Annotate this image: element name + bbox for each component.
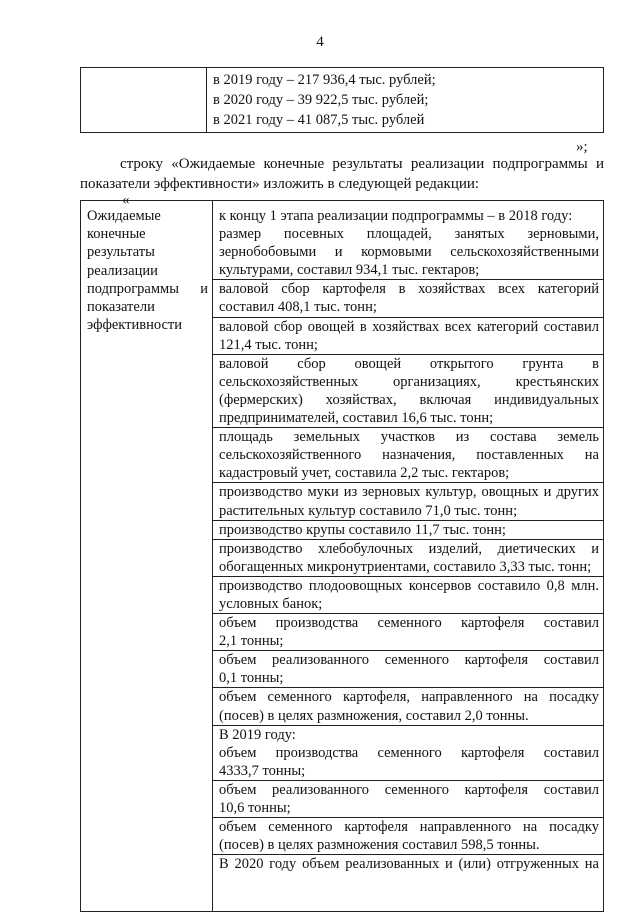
content-line: валовой сбор овощей в хозяйствах всех категорий составил bbox=[213, 317, 603, 336]
empty-label-cell bbox=[81, 68, 207, 133]
content-line: условных банок; bbox=[219, 595, 323, 612]
content-line: площадь земельных участков из состава земель bbox=[213, 427, 603, 446]
funding-table-fragment bbox=[80, 67, 604, 133]
content-line: 0,1 тонны; bbox=[219, 670, 284, 687]
content-line: зернобобовыми и кормовыми сельскохозяйственными bbox=[219, 244, 599, 261]
content-line: производство плодоовощных консервов составило 0,8 млн. bbox=[213, 576, 603, 595]
funding-line-2020: в 2020 году – 39 922,5 тыс. рублей; bbox=[213, 92, 429, 108]
content-cell bbox=[213, 201, 604, 912]
label-cell bbox=[81, 201, 213, 912]
content-line: 4333,7 тонны; bbox=[219, 762, 306, 779]
label-word: подпрограммы bbox=[87, 280, 179, 297]
closing-quote: »; bbox=[576, 139, 588, 155]
content-line: производство хлебобулочных изделий, диетических и bbox=[213, 539, 603, 558]
content-line: кадастровый учет, составила 2,2 тыс. гектаров; bbox=[219, 465, 510, 482]
content-line: 121,4 тыс. тонн; bbox=[219, 336, 318, 353]
content-line: объем производства семенного картофеля составил bbox=[213, 613, 603, 632]
label-line: реализации bbox=[87, 262, 158, 279]
content-line: 2,1 тонны; bbox=[219, 633, 284, 650]
content-line: предпринимателей, составил 16,6 тыс. тонн; bbox=[219, 410, 494, 427]
content-line: В 2019 году: bbox=[213, 725, 603, 744]
instruction-line-2: показатели эффективности» изложить в следующей редакции: bbox=[80, 176, 480, 192]
label-line: конечные bbox=[87, 226, 146, 243]
content-line: производство муки из зерновых культур, овощных и других bbox=[213, 482, 603, 501]
label-line: результаты bbox=[87, 244, 155, 261]
content-line: культурами, составил 934,1 тыс. гектаров; bbox=[219, 262, 480, 279]
content-line: обогащенных микронутриентами, составило 3,33 тыс. тонн; bbox=[219, 558, 592, 575]
content-line: (посев) в целях размножения составил 598,5 тонны. bbox=[219, 837, 540, 854]
label-line: Ожидаемые bbox=[87, 208, 161, 224]
content-line: В 2020 году объем реализованных и (или) отгруженных на bbox=[213, 854, 603, 873]
content-line: сельскохозяйственного назначения, поставленных на bbox=[219, 447, 599, 464]
label-line bbox=[87, 280, 208, 298]
funding-cell bbox=[207, 68, 604, 133]
content-line: производство крупы составило 11,7 тыс. тонн; bbox=[213, 520, 603, 539]
content-line: валовой сбор овощей открытого грунта в bbox=[213, 354, 603, 373]
content-line: 10,6 тонны; bbox=[219, 800, 291, 816]
label-text bbox=[87, 207, 208, 334]
content-line: (фермерских) хозяйствах, включая индивидуальных bbox=[219, 391, 599, 408]
instruction-line-1: строку «Ожидаемые конечные результаты реализации подпрограммы и bbox=[120, 156, 604, 172]
content-line: размер посевных площадей, занятых зерновыми, bbox=[219, 226, 599, 243]
content-line: объем реализованного семенного картофеля составил bbox=[213, 780, 603, 799]
content-line: объем семенного картофеля направленного на посадку bbox=[213, 817, 603, 836]
content-line: сельскохозяйственных организациях, крестьянских bbox=[219, 373, 599, 390]
content-line: растительных культур составило 71,0 тыс. тонн; bbox=[219, 502, 518, 519]
content-line: к концу 1 этапа реализации подпрограммы – в 2018 году: bbox=[219, 208, 573, 224]
page-number: 4 bbox=[316, 34, 324, 50]
content-line: валовой сбор картофеля в хозяйствах всех категорий bbox=[213, 279, 603, 298]
content-line: объем реализованного семенного картофеля составил bbox=[213, 650, 603, 669]
funding-line-2019: в 2019 году – 217 936,4 тыс. рублей; bbox=[213, 72, 436, 88]
content-line: объем производства семенного картофеля составил bbox=[219, 744, 599, 761]
label-line: показатели bbox=[87, 299, 155, 316]
results-table bbox=[80, 200, 604, 912]
funding-line-2021: в 2021 году – 41 087,5 тыс. рублей bbox=[213, 112, 425, 128]
content-line: (посев) в целях размножения, составил 2,0 тонны. bbox=[219, 707, 529, 724]
label-word: и bbox=[200, 280, 208, 297]
content-line: составил 408,1 тыс. тонн; bbox=[219, 299, 377, 316]
opening-quote: « bbox=[122, 192, 130, 208]
label-line: эффективности bbox=[87, 317, 182, 334]
content-line: объем семенного картофеля, направленного на посадку bbox=[213, 687, 603, 706]
